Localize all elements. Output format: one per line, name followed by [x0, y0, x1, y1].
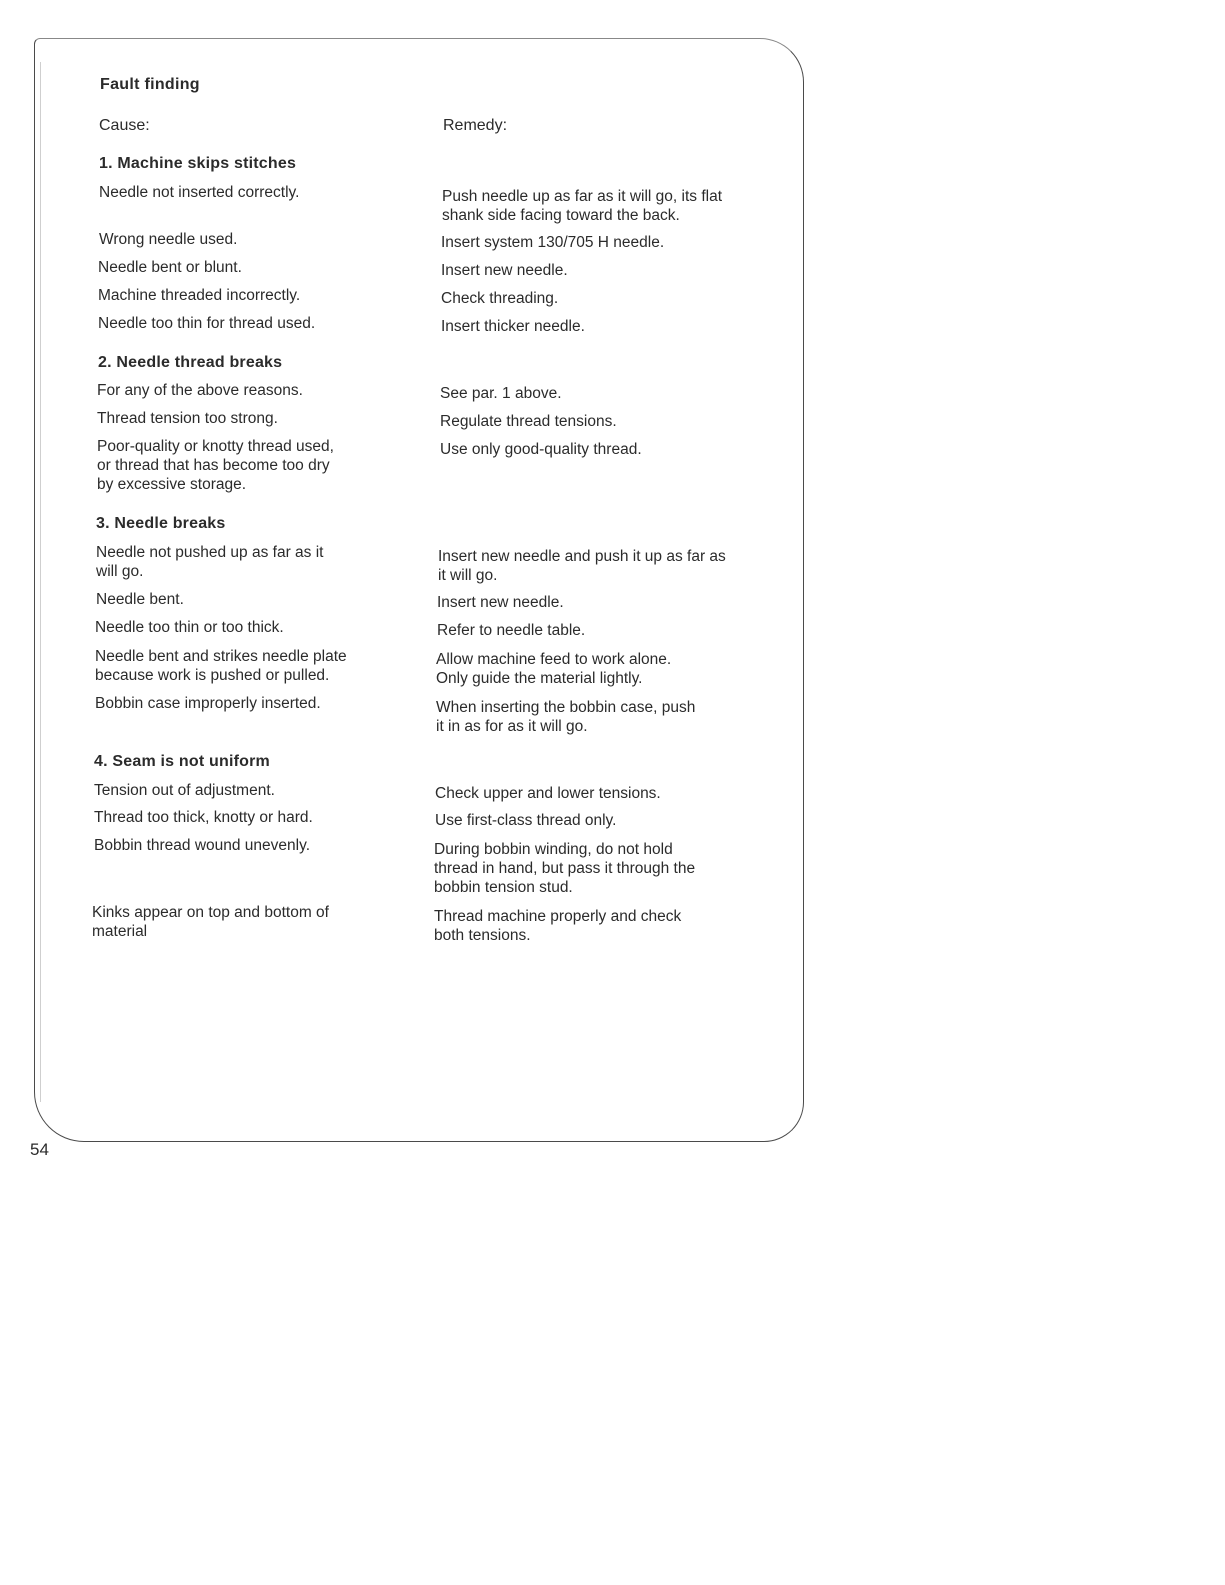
- remedy-text: Insert new needle and push it up as far as it will go.: [438, 548, 726, 584]
- page-number: 54: [30, 1140, 49, 1159]
- remedy-heading: Remedy:: [443, 117, 508, 134]
- cause-text: Needle bent.: [96, 591, 184, 608]
- remedy-text: Use only good-quality thread.: [440, 441, 642, 458]
- cause-text: Poor-quality or knotty thread used, or thread that has become too dry by excessive storage.: [97, 438, 334, 493]
- remedy-text: Push needle up as far as it will go, its flat shank side facing toward the back.: [442, 188, 723, 224]
- remedy-text: When inserting the bobbin case, push it in as for as it will go.: [436, 699, 696, 735]
- remedy-text: Check upper and lower tensions.: [435, 785, 661, 802]
- remedy-text: During bobbin winding, do not hold thread in hand, but pass it through the bobbin tension stud.: [434, 841, 696, 896]
- cause-text: Tension out of adjustment.: [94, 782, 275, 799]
- remedy-text: Insert system 130/705 H needle.: [441, 234, 665, 251]
- cause-text: Needle not pushed up as far as it will go.: [96, 544, 324, 580]
- remedy-text: Check threading.: [441, 290, 559, 307]
- remedy-text: Insert new needle.: [437, 594, 564, 611]
- remedy-text: Thread machine properly and check both tensions.: [434, 908, 682, 944]
- remedy-text: Insert thicker needle.: [441, 318, 585, 335]
- cause-text: Wrong needle used.: [99, 231, 238, 248]
- remedy-text: See par. 1 above.: [440, 385, 562, 402]
- remedy-text: Use first-class thread only.: [435, 812, 617, 829]
- cause-text: Needle too thin or too thick.: [95, 619, 284, 636]
- remedy-text: Refer to needle table.: [437, 622, 586, 639]
- cause-text: Needle too thin for thread used.: [98, 315, 316, 332]
- remedy-text: Allow machine feed to work alone. Only guide the material lightly.: [436, 651, 672, 687]
- cause-text: Thread tension too strong.: [97, 410, 278, 427]
- section-title: 1. Machine skips stitches: [99, 155, 297, 172]
- section-title: 3. Needle breaks: [96, 515, 226, 532]
- remedy-text: Insert new needle.: [441, 262, 568, 279]
- scan-edge-line: [40, 62, 41, 1102]
- cause-text: Machine threaded incorrectly.: [98, 287, 301, 304]
- section-title: 2. Needle thread breaks: [98, 354, 283, 371]
- cause-text: Needle not inserted correctly.: [99, 184, 300, 201]
- cause-heading: Cause:: [99, 117, 150, 134]
- cause-text: Kinks appear on top and bottom of material: [92, 904, 329, 940]
- page-title: Fault finding: [100, 76, 200, 93]
- cause-text: Needle bent or blunt.: [98, 259, 242, 276]
- cause-text: Needle bent and strikes needle plate because work is pushed or pulled.: [95, 648, 347, 684]
- cause-text: For any of the above reasons.: [97, 382, 303, 399]
- cause-text: Bobbin thread wound unevenly.: [94, 837, 311, 854]
- cause-text: Bobbin case improperly inserted.: [95, 695, 321, 712]
- cause-text: Thread too thick, knotty or hard.: [94, 809, 313, 826]
- remedy-text: Regulate thread tensions.: [440, 413, 617, 430]
- section-title: 4. Seam is not uniform: [94, 753, 270, 770]
